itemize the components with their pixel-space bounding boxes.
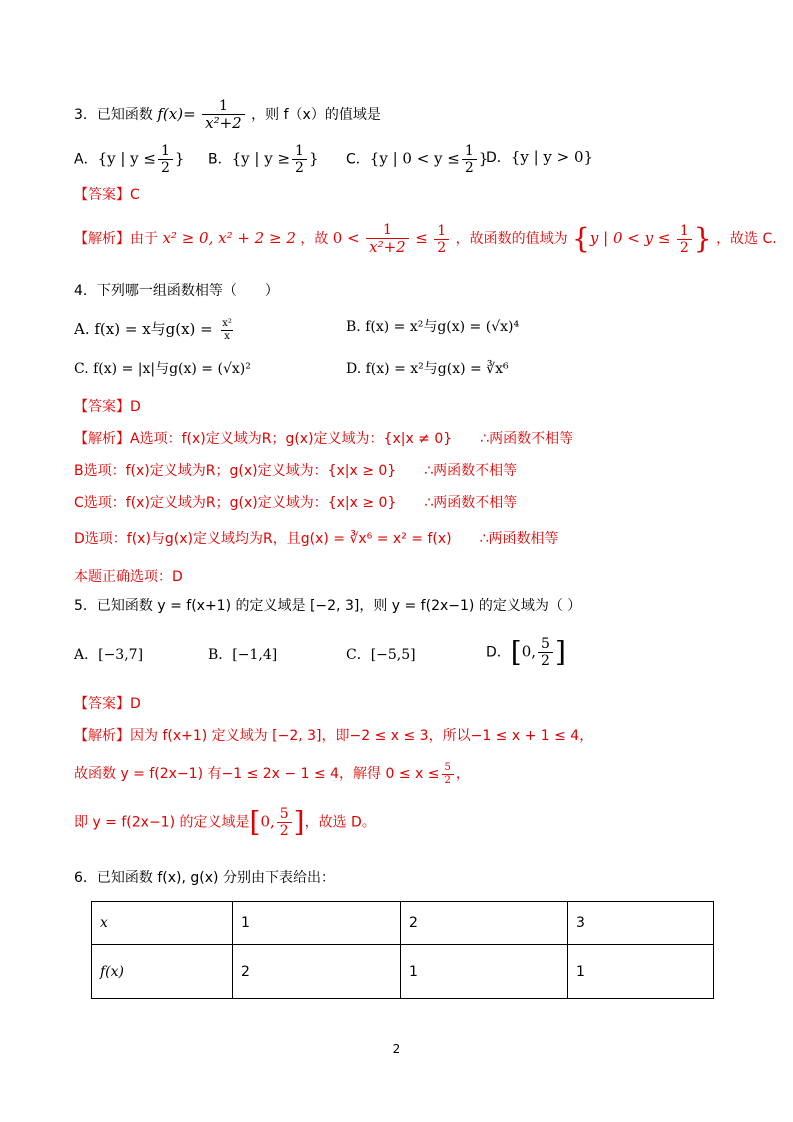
q3-stem-fraction: $\frac{1}{\text{x²+2}}$ (202, 98, 245, 132)
q4-analysis-d: D选项：f(x)与g(x)定义域均为R，且g(x) = ∛x⁶ = x² = f(x) ∴两函数相等 (74, 531, 559, 547)
q5-stem: 5．已知函数 y = f(x+1) 的定义域是 [−2, 3]，则 y = f(2x−1) 的定义域为（ ） (74, 598, 582, 614)
q4-analysis-b: B选项：f(x)定义域为R；g(x)定义域为：{x|x ≥ 0} ∴两函数不相等 (74, 463, 518, 479)
table-cell: 1 (233, 902, 401, 945)
q5-option-b: B．[−1,4] (208, 647, 278, 663)
q4-analysis-a: 【解析】A选项：f(x)定义域为R；g(x)定义域为：{x|x ≠ 0} ∴两函数不相等 (74, 431, 574, 447)
q5-answer: 【答案】D (74, 696, 141, 712)
q3-option-b: B．{y | y ≥ $\frac{1}{2}$ } (208, 143, 319, 177)
table-row (92, 945, 714, 999)
q4-option-d: D. f(x) = x²与g(x) = ∛x⁶ (346, 361, 509, 377)
q3-analysis: 【解析】由于 x² ≥ 0, x² + 2 ≥ 2 ，故 0 < $\frac{1}{\text{x²+2}}$ ≤ $\frac{1}{2}$ ，故函数的值域为 {y | 0 < y ≤ $\frac{1}{2}$ } ，故选 C. (74, 222, 777, 257)
table-cell: 2 (233, 945, 401, 999)
q3-option-c: C．{y | 0 < y ≤ $\frac{1}{2}$ } (346, 143, 489, 177)
q3-answer: 【答案】C (74, 187, 140, 203)
q4-option-a: A. f(x) = x与g(x) = $\frac{\text{x²}}{x}$ (74, 318, 232, 342)
q4-stem: 4．下列哪一组函数相等（ ） (74, 283, 279, 299)
page-number: 2 (392, 1042, 401, 1056)
q6-stem: 6．已知函数 f(x), g(x) 分别由下表给出： (74, 870, 335, 886)
q4-correct-option: 本题正确选项：D (74, 569, 183, 585)
q5-analysis-line3: 即 y = f(2x−1) 的定义域是[0, $\frac{5}{2}$ ]，故选 D。 (74, 805, 376, 840)
table-cell: 1 (568, 945, 714, 999)
q4-analysis-c: C选项：f(x)定义域为R；g(x)定义域为：{x|x ≥ 0} ∴两函数不相等 (74, 495, 518, 511)
q4-answer: 【答案】D (74, 399, 141, 415)
table-cell: 1 (401, 945, 568, 999)
table-cell: 3 (568, 902, 714, 945)
q5-analysis-line1: 【解析】因为 f(x+1) 定义域为 [−2, 3]，即−2 ≤ x ≤ 3，所以−1 ≤ x + 1 ≤ 4， (74, 728, 594, 744)
table-cell: 2 (401, 902, 568, 945)
q4-option-c: C. f(x) = |x|与g(x) = (√x)² (74, 361, 251, 377)
q5-option-d: D．[0, $\frac{5}{2}$ ] (486, 635, 566, 670)
table-cell: x (92, 902, 233, 945)
q5-option-a: A．[−3,7] (74, 647, 144, 663)
q4-option-b: B. f(x) = x²与g(x) = (√x)⁴ (346, 319, 520, 335)
q3-option-a: A．{y | y ≤ $\frac{1}{2}$ } (74, 143, 185, 177)
table-row (92, 902, 714, 945)
q3-stem: 3．已知函数 f(x)= $\frac{1}{\text{x²+2}}$ ，则 f（x）的值域是 (74, 98, 381, 133)
q6-function-table (91, 901, 714, 999)
table-cell: f(x) (92, 945, 233, 999)
q5-option-c: C．[−5,5] (346, 647, 416, 663)
q5-analysis-line2: 故函数 y = f(2x−1) 有−1 ≤ 2x − 1 ≤ 4，解得 0 ≤ x ≤ $\frac{5}{2}$ ， (74, 762, 470, 786)
q3-option-d: D．{y | y > 0} (486, 148, 594, 166)
